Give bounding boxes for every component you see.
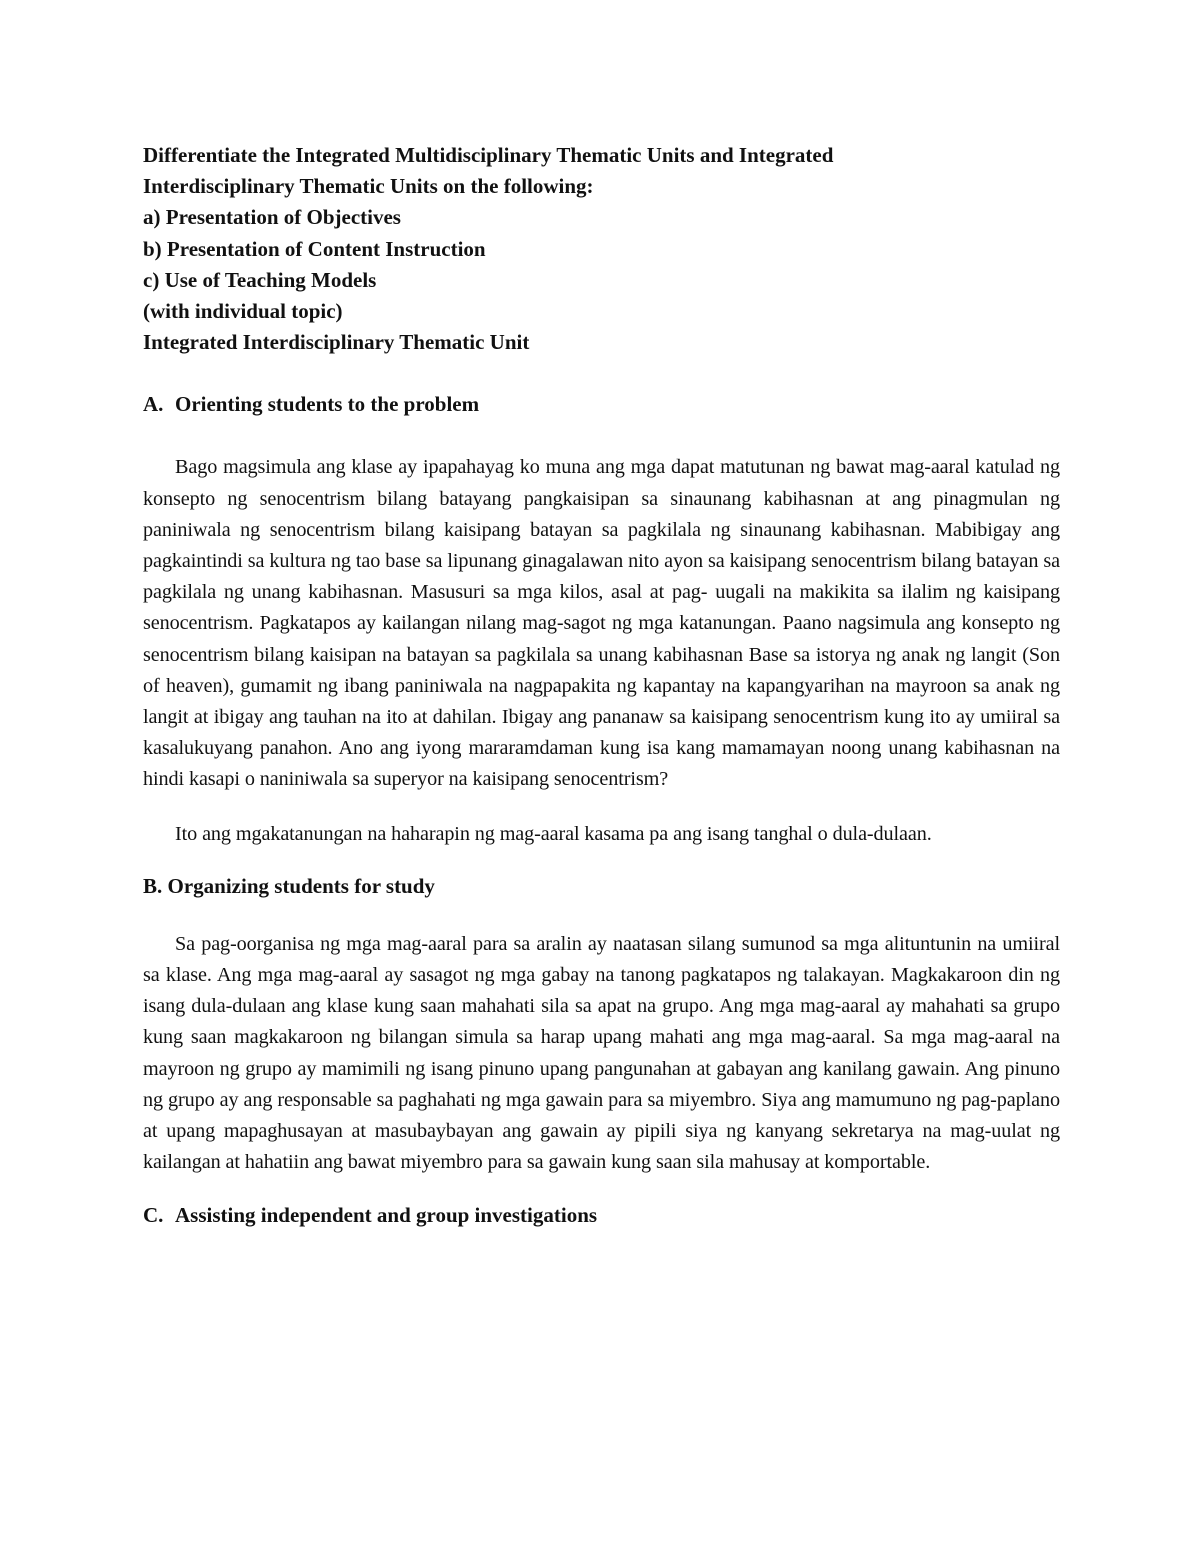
section-b-paragraph-1: Sa pag-oorganisa ng mga mag-aaral para sa aralin ay naatasan silang sumunod sa mga alituntunin na umiiral sa klase. Ang mga mag-aaral ay sasagot ng mga gabay na tanong pagkatapos ng talakayan. Magkakaroon din ng isang dula-dulaan ang klase kung saan mahahati sila sa apat na grupo. Ang mga mag-aaral ay mahahati sa grupo kung saan magkakaroon ng bilangan simula sa harap upang mahati ang mga mag-aaral. Sa mga mag-aaral na mayroon ng grupo ay mamimili ng isang pinuno upang pangunahan at gabayan ang kanilang gawain. Ang pinuno ng grupo ay ang responsable sa paghahati ng mga gawain para sa miyembro. Siya ang mamumuno ng pag-paplano at upang mapaghusayan at masubaybayan ang gawain ay pipili siya ng kanyang sekretarya na mag-uulat ng kailangan at hahatiin ang bawat miyembro para sa gawain kung saan sila mahusay at komportable. — [143, 932, 1060, 1174]
header-title-line-1: Differentiate the Integrated Multidisciplinary Thematic Units and Integrated — [143, 143, 834, 167]
section-c-letter: C. — [143, 1203, 164, 1228]
section-a-letter: A. — [143, 392, 164, 417]
document-page — [143, 140, 1060, 1231]
header-note: (with individual topic) — [143, 299, 343, 324]
document-header — [143, 140, 1060, 358]
section-b-letter: B. — [143, 873, 163, 898]
section-c-title: Assisting independent and group investigations — [175, 1203, 598, 1228]
section-a-paragraph-2: Ito ang mgakatanungan na haharapin ng mag-aaral kasama pa ang isang tanghal o dula-dulaan. — [175, 822, 932, 845]
header-unit-title: Integrated Interdisciplinary Thematic Unit — [143, 330, 530, 355]
section-b-title: Organizing students for study — [167, 873, 435, 898]
section-b-heading — [143, 871, 1060, 902]
section-a-heading — [143, 389, 1060, 420]
section-a-title: Orienting students to the problem — [175, 392, 480, 417]
section-c-heading — [143, 1200, 1060, 1231]
header-item-b: b) Presentation of Content Instruction — [143, 236, 486, 261]
header-item-c: c) Use of Teaching Models — [143, 267, 377, 292]
section-a-paragraph-1: Bago magsimula ang klase ay ipapahayag ko muna ang mga dapat matutunan ng bawat mag-aaral katulad ng konsepto ng senocentrism bilang batayang pangkaisipan sa sinaunang kabihasnan at ang pinagmulan ng paniniwala ng senocentrism bilang kaisipang batayan sa pagkilala ng sinaunang kabihasnan. Mabibigay ang pagkaintindi sa kultura ng tao base sa lipunang ginagalawan nito ayon sa kaisipang senocentrism bilang batayan sa pagkilala ng unang kabihasnan. Masusuri sa mga kilos, asal at pag- uugali na makikita sa ilalim ng kaisipang senocentrism. Pagkatapos ay kailangan nilang mag-sagot ng mga katanungan. Paano nagsimula ang konsepto ng senocentrism bilang kaisipan na batayan sa pagkilala sa unang kabihasnan Base sa istorya ng anak ng langit (Son of heaven), gumamit ng ibang paniniwala na nagpapakita ng kapantay na kapangyarihan na mayroon sa anak ng langit at ibigay ang tauhan na ito at dahilan. Ibigay ang pananaw sa kaisipang senocentrism kung ito ay umiiral sa kasalukuyang panahon. Ano ang iyong mararamdaman kung isa kang mamamayan noong unang kabihasnan na hindi kasapi o naniniwala sa superyor na kaisipang senocentrism? — [143, 456, 1060, 791]
header-title-line-2: Interdisciplinary Thematic Units on the following: — [143, 174, 594, 199]
header-item-a: a) Presentation of Objectives — [143, 205, 401, 230]
